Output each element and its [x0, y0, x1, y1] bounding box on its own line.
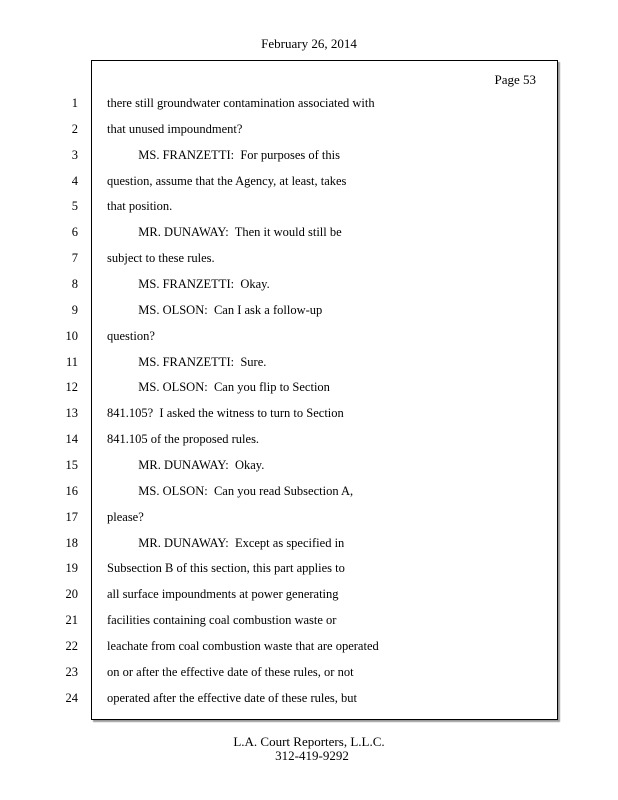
transcript-line — [0, 535, 618, 561]
transcript-line — [0, 690, 618, 716]
court-reporter-company: L.A. Court Reporters, L.L.C. — [233, 734, 385, 749]
line-text: subject to these rules. — [107, 251, 215, 266]
line-text: that position. — [107, 199, 173, 214]
line-number: 22 — [65, 638, 78, 653]
line-text: MS. OLSON: Can you read Subsection A, — [107, 483, 354, 498]
line-text: MR. DUNAWAY: Except as specified in — [107, 535, 345, 550]
line-text: MS. FRANZETTI: For purposes of this — [107, 147, 340, 162]
line-number: 16 — [65, 483, 78, 498]
line-number: 21 — [65, 613, 78, 627]
line-number: 24 — [65, 690, 78, 705]
line-number: 11 — [65, 354, 78, 369]
line-number: 2 — [71, 121, 78, 136]
line-number: 5 — [71, 199, 78, 214]
line-text: MS. FRANZETTI: Okay. — [107, 277, 270, 291]
line-text: MR. DUNAWAY: Okay. — [107, 457, 265, 472]
line-text: facilities containing coal combustion waste or — [107, 613, 337, 627]
transcript-line — [0, 431, 618, 457]
transcript-line — [0, 638, 618, 664]
transcript-line — [0, 509, 618, 535]
transcript-line — [0, 586, 618, 612]
line-text: MR. DUNAWAY: Then it would still be — [107, 225, 342, 240]
transcript-line — [0, 483, 618, 509]
transcript-line — [0, 250, 618, 276]
transcript-line — [0, 612, 618, 638]
line-number: 23 — [65, 664, 78, 679]
transcript-line — [0, 121, 618, 147]
line-text: MS. OLSON: Can you flip to Section — [107, 380, 330, 395]
line-text: all surface impoundments at power generating — [107, 587, 339, 602]
line-number: 7 — [71, 251, 78, 266]
line-text: question, assume that the Agency, at least, takes — [107, 173, 347, 188]
court-reporter-phone: 312-419-9292 — [275, 748, 349, 763]
transcript-line — [0, 224, 618, 250]
line-number: 18 — [65, 535, 78, 550]
transcript-line — [0, 379, 618, 405]
line-number: 13 — [65, 406, 78, 421]
transcript-line — [0, 302, 618, 328]
transcript-line — [0, 276, 618, 302]
line-text: leachate from coal combustion waste that are operated — [107, 638, 379, 653]
line-number: 12 — [65, 380, 78, 395]
line-text: MS. FRANZETTI: Sure. — [107, 354, 267, 369]
line-number: 9 — [71, 302, 78, 317]
line-number: 6 — [71, 225, 78, 240]
transcript-line — [0, 95, 618, 121]
line-number: 14 — [65, 432, 78, 447]
line-text: that unused impoundment? — [107, 121, 243, 136]
page-number: Page 53 — [494, 72, 536, 87]
transcript-line — [0, 173, 618, 199]
transcript-line — [0, 147, 618, 173]
line-number: 20 — [65, 587, 78, 602]
transcript-line — [0, 560, 618, 586]
transcript-line — [0, 664, 618, 690]
line-text: there still groundwater contamination associated with — [107, 96, 375, 110]
transcript-line — [0, 457, 618, 483]
line-text: Subsection B of this section, this part applies to — [107, 561, 345, 576]
line-text: question? — [107, 328, 155, 343]
line-text: operated after the effective date of these rules, but — [107, 690, 357, 705]
line-number: 4 — [71, 173, 78, 188]
line-number: 15 — [65, 457, 78, 472]
line-number: 10 — [65, 328, 78, 343]
transcript-line — [0, 198, 618, 224]
line-number: 1 — [71, 96, 78, 110]
line-text: 841.105 of the proposed rules. — [107, 432, 260, 447]
line-number: 8 — [71, 277, 78, 291]
transcript-line — [0, 328, 618, 354]
line-number: 17 — [65, 509, 78, 524]
line-text: 841.105? I asked the witness to turn to Section — [107, 406, 344, 421]
line-text: please? — [107, 509, 144, 524]
transcript-line — [0, 405, 618, 431]
transcript-date: February 26, 2014 — [261, 36, 357, 51]
line-number: 19 — [65, 561, 78, 576]
line-text: MS. OLSON: Can I ask a follow-up — [107, 302, 323, 317]
line-number: 3 — [71, 147, 78, 162]
line-text: on or after the effective date of these rules, or not — [107, 664, 354, 679]
transcript-line — [0, 354, 618, 380]
